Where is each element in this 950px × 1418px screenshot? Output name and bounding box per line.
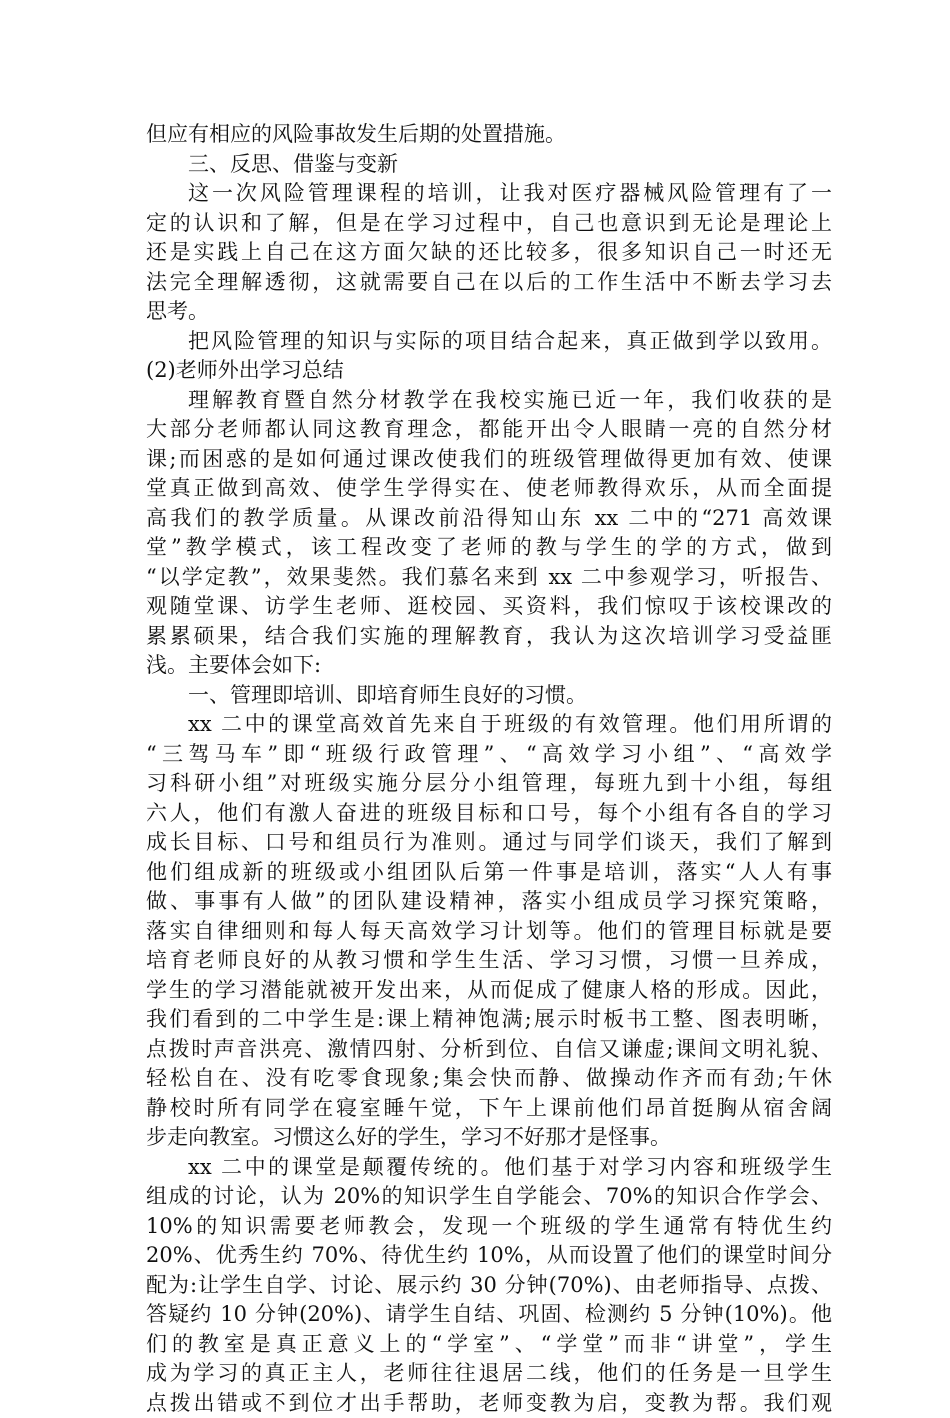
text-line: 法完全理解透彻，这就需要自己在以后的工作生活中不断去学习去: [146, 268, 832, 298]
text-line: 习科研小组”对班级实施分层分小组管理，每班九到十小组，每组: [146, 769, 832, 799]
text-line: 点拨出错或不到位才出手帮助，老师变教为启，变教为帮。我们观: [146, 1389, 832, 1418]
text-line: (2)老师外出学习总结: [146, 356, 832, 386]
text-line: 20%、优秀生约 70%、待优生约 10%，从而设置了他们的课堂时间分: [146, 1241, 832, 1271]
text-line: 但应有相应的风险事故发生后期的处置措施。: [146, 120, 832, 150]
text-line: 观随堂课、访学生老师、逛校园、买资料，我们惊叹于该校课改的: [146, 592, 832, 622]
text-line: 答疑约 10 分钟(20%)、请学生自结、巩固、检测约 5 分钟(10%)。他: [146, 1300, 832, 1330]
text-line: 们的教室是真正意义上的“学室”、“学堂”而非“讲堂”，学生: [146, 1330, 832, 1360]
text-line: 静校时所有同学在寝室睡午觉，下午上课前他们昂首挺胸从宿舍阔: [146, 1094, 832, 1124]
text-line: 理解教育暨自然分材教学在我校实施已近一年，我们收获的是: [146, 386, 832, 416]
text-line: 步走向教室。习惯这么好的学生，学习不好那才是怪事。: [146, 1123, 832, 1153]
text-line: 把风险管理的知识与实际的项目结合起来，真正做到学以致用。: [146, 327, 832, 357]
text-line: 思考。: [146, 297, 832, 327]
text-line: 六人，他们有激人奋进的班级目标和口号，每个小组有各自的学习: [146, 799, 832, 829]
text-line: 课;而困惑的是如何通过课改使我们的班级管理做得更加有效、使课: [146, 445, 832, 475]
text-line: 10%的知识需要老师教会，发现一个班级的学生通常有特优生约: [146, 1212, 832, 1242]
text-line: 这一次风险管理课程的培训，让我对医疗器械风险管理有了一: [146, 179, 832, 209]
text-line: 学生的学习潜能就被开发出来，从而促成了健康人格的形成。因此，: [146, 976, 832, 1006]
text-line: 累累硕果，结合我们实施的理解教育，我认为这次培训学习受益匪: [146, 622, 832, 652]
text-line: 组成的讨论，认为 20%的知识学生自学能会、70%的知识合作学会、: [146, 1182, 832, 1212]
document-page: [146, 120, 832, 1418]
text-line: “三驾马车”即“班级行政管理”、“高效学习小组”、“高效学: [146, 740, 832, 770]
text-line: 堂真正做到高效、使学生学得实在、使老师教得欢乐，从而全面提: [146, 474, 832, 504]
text-line: xx 二中的课堂是颠覆传统的。他们基于对学习内容和班级学生: [146, 1153, 832, 1183]
text-line: 成长目标、口号和组员行为准则。通过与同学们谈天，我们了解到: [146, 828, 832, 858]
text-line: 点拨时声音洪亮、激情四射、分析到位、自信又谦虚;课间文明礼貌、: [146, 1035, 832, 1065]
text-line: 浅。主要体会如下:: [146, 651, 832, 681]
text-line: 培育老师良好的从教习惯和学生生活、学习习惯，习惯一旦养成，: [146, 946, 832, 976]
text-line: “以学定教”，效果斐然。我们慕名来到 xx 二中参观学习，听报告、: [146, 563, 832, 593]
text-line: xx 二中的课堂高效首先来自于班级的有效管理。他们用所谓的: [146, 710, 832, 740]
text-line: 轻松自在、没有吃零食现象;集会快而静、做操动作齐而有劲;午休: [146, 1064, 832, 1094]
text-line: 堂”教学模式，该工程改变了老师的教与学生的学的方式，做到: [146, 533, 832, 563]
text-line: 配为:让学生自学、讨论、展示约 30 分钟(70%)、由老师指导、点拨、: [146, 1271, 832, 1301]
text-line: 落实自律细则和每人每天高效学习计划等。他们的管理目标就是要: [146, 917, 832, 947]
text-line: 他们组成新的班级或小组团队后第一件事是培训，落实“人人有事: [146, 858, 832, 888]
text-line: 一、管理即培训、即培育师生良好的习惯。: [146, 681, 832, 711]
text-line: 还是实践上自己在这方面欠缺的还比较多，很多知识自己一时还无: [146, 238, 832, 268]
text-line: 定的认识和了解，但是在学习过程中，自己也意识到无论是理论上: [146, 209, 832, 239]
text-line: 高我们的教学质量。从课改前沿得知山东 xx 二中的“271 高效课: [146, 504, 832, 534]
text-line: 成为学习的真正主人，老师往往退居二线，他们的任务是一旦学生: [146, 1359, 832, 1389]
text-line: 做、事事有人做”的团队建设精神，落实小组成员学习探究策略，: [146, 887, 832, 917]
text-line: 三、反思、借鉴与变新: [146, 150, 832, 180]
text-line: 大部分老师都认同这教育理念，都能开出令人眼睛一亮的自然分材: [146, 415, 832, 445]
text-line: 我们看到的二中学生是:课上精神饱满;展示时板书工整、图表明晰，: [146, 1005, 832, 1035]
